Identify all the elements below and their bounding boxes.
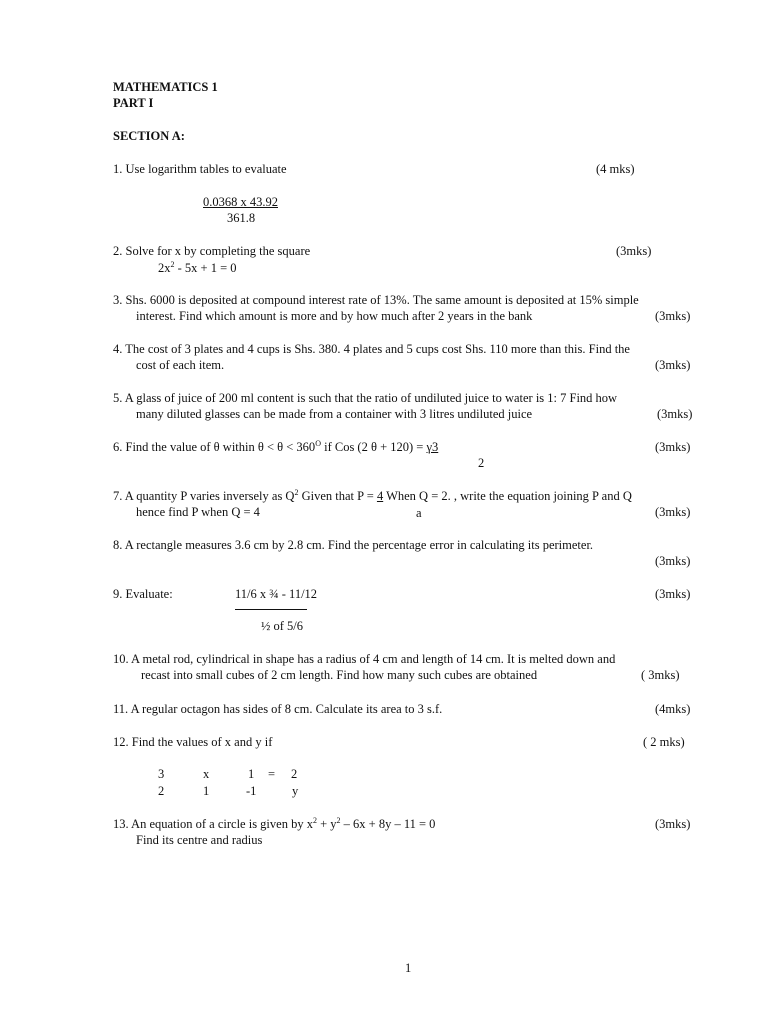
matrix-cell: 2 bbox=[291, 767, 298, 781]
question-7-fraction-denominator: a bbox=[416, 506, 422, 520]
question-8-marks: (3mks) bbox=[655, 554, 691, 568]
question-2-marks: (3mks) bbox=[616, 244, 652, 258]
question-1-marks: (4 mks) bbox=[596, 162, 635, 176]
matrix-cell: 3 bbox=[158, 767, 165, 781]
question-1-numerator: 0.0368 x 43.92 bbox=[203, 195, 278, 209]
question-13-line-1: 13. An equation of a circle is given by $x^2 + y^2 - 6x + 8y - 11 = 0$ bbox=[113, 816, 436, 831]
question-6-text: 6. Find the value of θ within $\theta < \theta < 360^O$ if Cos (2 θ + 120) = γ3 bbox=[113, 439, 439, 454]
question-11-marks: (4mks) bbox=[655, 702, 691, 716]
question-13-marks: (3mks) bbox=[655, 817, 691, 831]
question-2-text: 2. Solve for x by completing the square bbox=[113, 244, 311, 258]
question-9-marks: (3mks) bbox=[655, 587, 691, 601]
question-6-fraction-denominator: 2 bbox=[478, 456, 485, 470]
matrix-cell: 1 bbox=[248, 767, 255, 781]
question-4-line-1: 4. The cost of 3 plates and 4 cups is Shs. 380. 4 plates and 5 cups cost Shs. 110 more than this. Find the bbox=[113, 342, 630, 356]
matrix-cell: x bbox=[203, 767, 210, 781]
matrix-cell: y bbox=[292, 784, 299, 798]
question-7-fraction-numerator: 4 bbox=[376, 489, 384, 503]
question-7-marks: (3mks) bbox=[655, 505, 691, 519]
question-10-line-2: recast into small cubes of 2 cm length. Find how many such cubes are obtained bbox=[141, 668, 538, 682]
question-5-marks: (3mks) bbox=[657, 407, 693, 421]
question-13-line-2: Find its centre and radius bbox=[136, 833, 263, 847]
matrix-cell: 1 bbox=[203, 784, 210, 798]
question-1-denominator: 361.8 bbox=[227, 211, 256, 225]
question-9-fraction-bar bbox=[235, 609, 307, 610]
question-2-equation: $2x^2 - 5x + 1 = 0$ bbox=[158, 260, 237, 275]
question-5-line-2: many diluted glasses can be made from a container with 3 litres undiluted juice bbox=[136, 407, 533, 421]
matrix-equals: = bbox=[268, 767, 276, 781]
question-1-text: 1. Use logarithm tables to evaluate bbox=[113, 162, 287, 176]
question-6-fraction-numerator: γ3 bbox=[426, 440, 439, 454]
part-heading: PART I bbox=[113, 96, 154, 110]
question-9-numerator: 11/6 x ¾ - 11/12 bbox=[235, 587, 318, 601]
question-11-text: 11. A regular octagon has sides of 8 cm. Calculate its area to 3 s.f. bbox=[113, 702, 443, 716]
question-12-text: 12. Find the values of x and y if bbox=[113, 735, 273, 749]
question-9-denominator: ½ of 5/6 bbox=[261, 619, 304, 633]
question-3-line-1: 3. Shs. 6000 is deposited at compound interest rate of 13%. The same amount is deposited at 15% simple bbox=[113, 293, 639, 307]
question-10-line-1: 10. A metal rod, cylindrical in shape has a radius of 4 cm and length of 14 cm. It is melted down and bbox=[113, 652, 616, 666]
question-7-line-2: hence find P when Q = 4 bbox=[136, 505, 260, 519]
question-8-text: 8. A rectangle measures 3.6 cm by 2.8 cm. Find the percentage error in calculating its perimeter. bbox=[113, 538, 594, 552]
question-4-marks: (3mks) bbox=[655, 358, 691, 372]
question-10-marks: ( 3mks) bbox=[641, 668, 680, 682]
question-6-marks: (3mks) bbox=[655, 440, 691, 454]
question-9-text: 9. Evaluate: bbox=[113, 587, 173, 601]
question-12-marks: ( 2 mks) bbox=[643, 735, 685, 749]
matrix-cell: -1 bbox=[246, 784, 257, 798]
question-3-marks: (3mks) bbox=[655, 309, 691, 323]
matrix-cell: 2 bbox=[158, 784, 165, 798]
page-number: 1 bbox=[405, 961, 412, 975]
question-7-line-1: 7. A quantity P varies inversely as $Q^2$ Given that P = 4 When Q = 2. , write the equation joining P and Q bbox=[113, 488, 632, 503]
question-3-line-2: interest. Find which amount is more and by how much after 2 years in the bank bbox=[136, 309, 533, 323]
question-5-line-1: 5. A glass of juice of 200 ml content is such that the ratio of undiluted juice to water is 1: 7 Find how bbox=[113, 391, 618, 405]
section-heading: SECTION A: bbox=[113, 129, 185, 143]
document-title: MATHEMATICS 1 bbox=[113, 80, 218, 94]
question-4-line-2: cost of each item. bbox=[136, 358, 225, 372]
